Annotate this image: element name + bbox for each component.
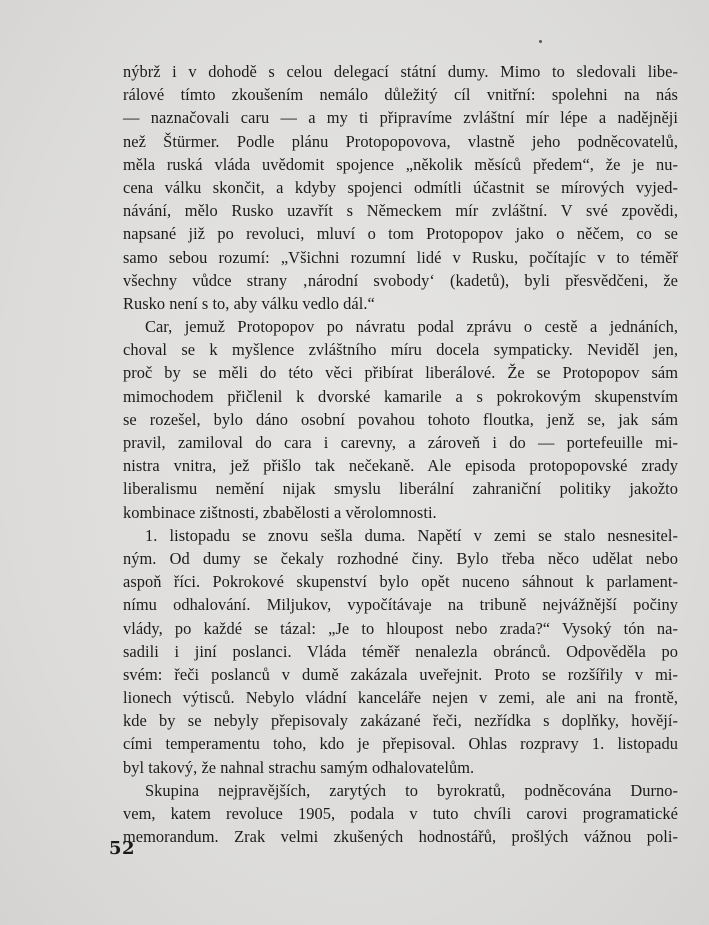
text-line: napsané již po revoluci, mluví o tom Protopopov jako o něčem, co se [123,224,678,244]
text-line: se rozešel, bylo dáno osobní povahou tohoto floutka, jenž se, jak sám [123,409,678,429]
text-line: vlády, po každé se tázal: „Je to hloupost nebo zrada?“ Vysoký tón na- [123,618,678,638]
text-line: pravil, zamiloval do cara i carevny, a zároveň i do — portefeuille mi- [123,433,678,452]
text-line: návání, mělo Rusko uzavřít s Německem mír zvláštní. V své zpovědi, [123,201,678,221]
text-line: kombinace zištnosti, zbabělosti a věrolomnosti. [123,502,437,522]
text-line: měla ruská vláda uvědomit spojence „několik měsíců předem“, že je nu- [123,154,678,174]
print-speck [539,40,542,43]
body-text [123,60,678,848]
text-line: byl takový, že nahnal strachu samým odhalovatelům. [123,757,475,777]
text-line: cena válku skončit, a kdyby spojenci odmítli účastnit se mírových vyjed- [123,177,678,197]
text-line: cími temperamentu toho, kdo je přepisoval. Ohlas rozpravy 1. listopadu [123,734,678,754]
text-line: nistra vnitra, jež přišlo tak nečekaně. Ale episoda protopopovské zrady [123,456,678,476]
text-line: choval se k myšlence zvláštního míru docela sympaticky. Neviděl jen, [123,340,678,360]
text-line: proč by se měli do této věci přibírat liberálové. Že se Protopopov sám [123,363,678,383]
page-number: 52 [109,838,136,859]
text-line: než Štürmer. Podle plánu Protopopovova, vlastně jeho podněcovatelů, [123,131,678,151]
text-line: rálové tímto zkoušením nemálo důležitý cíl vnitřní: spolehni na nás [123,85,678,105]
text-line: všechny vůdce strany ‚národní svobody‘ (kadetů), byli přesvědčeni, že [123,270,678,290]
text-line: lionech výtisců. Nebylo vládní kanceláře nejen v zemi, ale ani na frontě, [123,688,678,708]
text-line: Car, jemuž Protopopov po návratu podal zprávu o cestě a jednáních, [145,317,678,337]
text-line: 1. listopadu se znovu sešla duma. Napětí v zemi se stalo nesnesitel- [145,525,678,545]
text-line: vem, katem revoluce 1905, podala v tuto chvíli carovi programatické [123,804,678,823]
text-line: kde by se nebyly přepisovaly zakázané řeči, nezřídka s doplňky, hovějí- [123,711,678,731]
text-line: Skupina nejpravějších, zarytých to byrokratů, podněcována Durno- [145,780,678,800]
text-line: samo sebou rozumí: „Všichni rozumní lidé v Rusku, počítajíc v to téměř [123,247,678,267]
text-line: ným. Od dumy se čekaly rozhodné činy. Bylo třeba něco udělat nebo [123,548,678,568]
text-line: svém: řeči poslanců v dumě zakázala uveřejnit. Proto se rozšířily v mi- [123,664,678,684]
text-line: nímu odhalování. Miljukov, vypočítávaje na tribuně nejvážnější počiny [123,595,678,615]
text-line: sadili i jiní poslanci. Vláda téměř nenalezla obránců. Odpověděla po [123,641,678,661]
text-line: — naznačovali caru — a my ti připravíme zvláštní mír lépe a nadějněji [123,108,678,128]
text-line: liberalismu nemění nijak smyslu liberální zahraniční politiky jakožto [123,479,678,499]
text-line: nýbrž i v dohodě s celou delegací státní dumy. Mimo to sledovali libe- [123,62,678,81]
text-line: memorandum. Zrak velmi zkušených hodnostářů, prošlých vážnou poli- [123,827,678,847]
text-line: mimochodem přičlenil k dvorské kamarile a s pokrokovým skupenstvím [123,386,678,406]
text-line: Rusko není s to, aby válku vedlo dál.“ [123,293,375,313]
text-line: aspoň říci. Pokrokové skupenství bylo opět nuceno sáhnout k parlament- [123,572,678,592]
